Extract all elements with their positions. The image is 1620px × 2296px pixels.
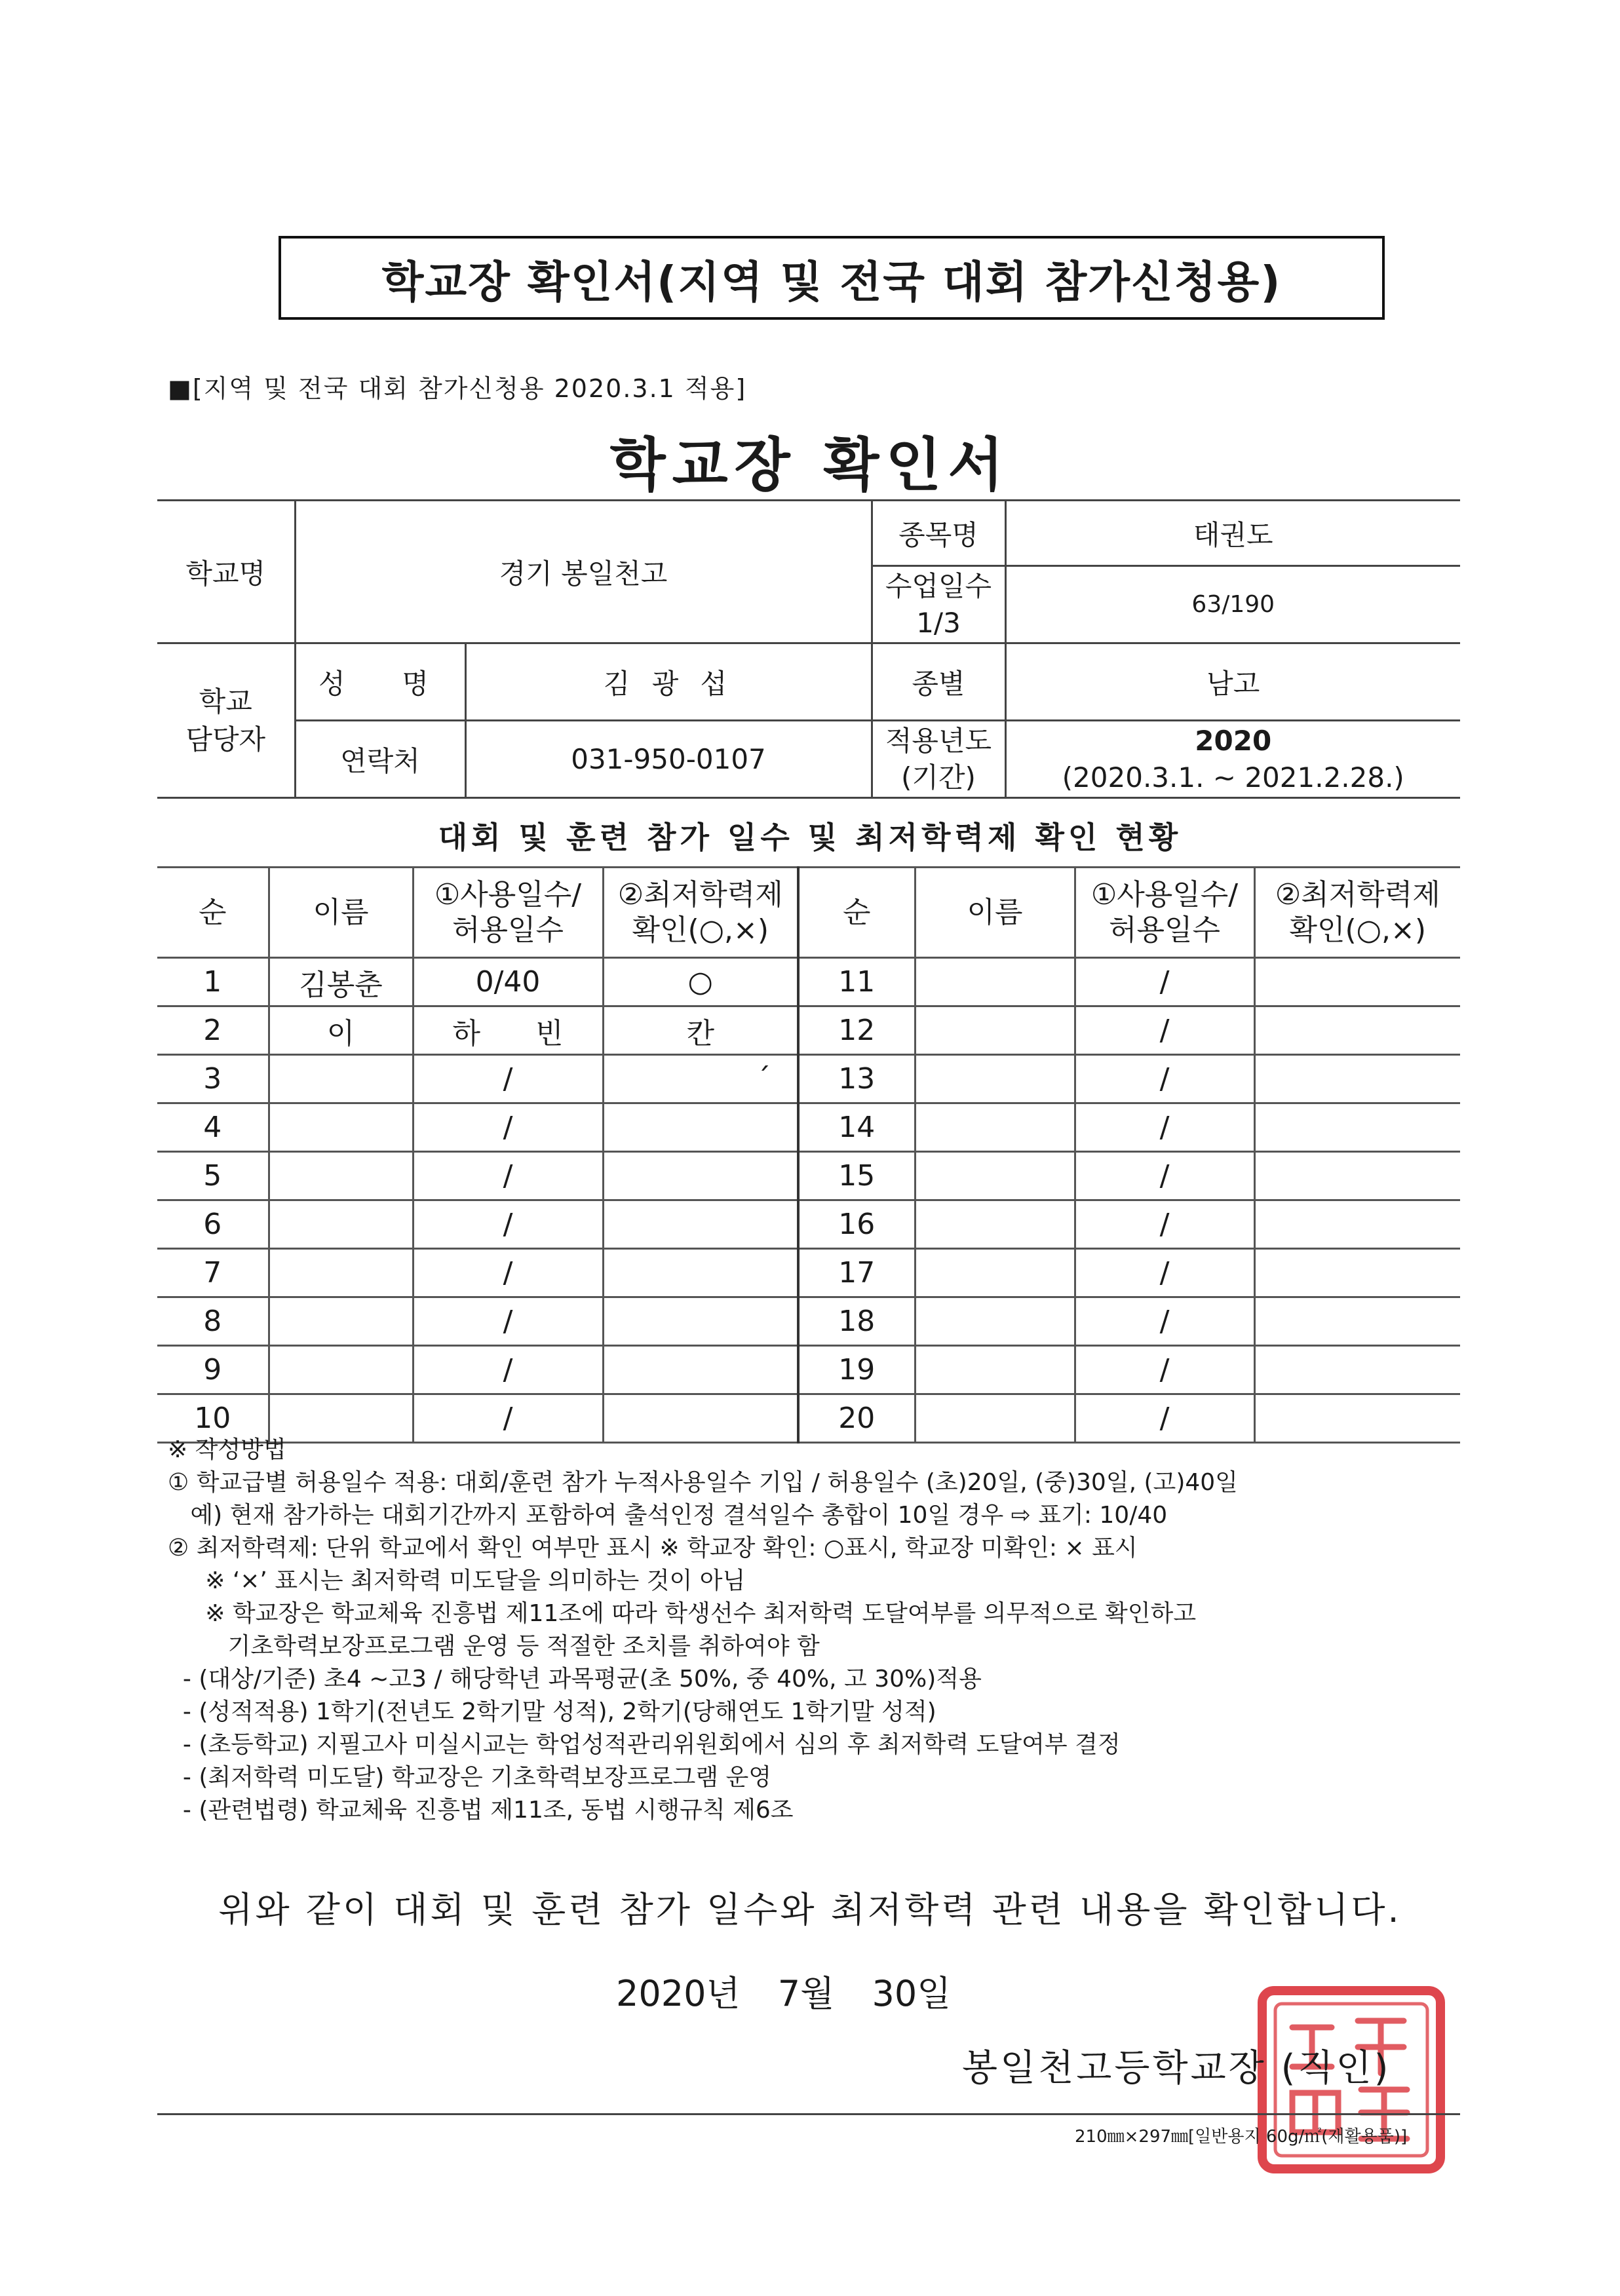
row-no: 12 [798,1006,915,1055]
row-check [1254,1006,1460,1055]
row-days: 하 빈 [413,1006,603,1055]
row-no: 9 [157,1346,269,1394]
participation-table [157,866,1460,1444]
row-name [269,1055,413,1103]
row-days: / [413,1297,603,1346]
row-no: 15 [798,1152,915,1200]
date-month: 7월 [777,1973,835,2014]
row-name [915,1152,1075,1200]
instruction-line: - (성적적용) 1학기(전년도 2학기말 성적), 2학기(당해연도 1학기말 성적) [168,1698,936,1725]
header-check [603,868,798,958]
header-days-line2: 허용일수 [1108,913,1220,947]
row-no: 11 [798,958,915,1006]
row-check [1254,1152,1460,1200]
row-no: 3 [157,1055,269,1103]
row-name: 이 [269,1006,413,1055]
row-name [269,1200,413,1249]
confirmation-statement: 위와 같이 대회 및 훈련 참가 일수와 최저학력 관련 내용을 확인합니다. [218,1889,1402,1930]
row-days: / [1075,1055,1254,1103]
row-days: / [413,1103,603,1152]
school-name-label: 학교명 [157,501,295,643]
row-name [915,1249,1075,1297]
manager-label [157,643,295,798]
instruction-line: - (관련법령) 학교체육 진흥법 제11조, 동법 시행규칙 제6조 [168,1797,794,1824]
table-row [157,1249,1460,1297]
row-name [269,1103,413,1152]
school-days-value: 63/190 [1005,566,1460,643]
table-row [157,1297,1460,1346]
year-label-line2: (기간) [901,761,976,794]
header-days-line1: ①사용일수/ [1090,877,1239,911]
row-days: / [1075,1006,1254,1055]
row-days: / [1075,1152,1254,1200]
manager-name-label: 성 명 [295,643,465,721]
row-check [603,1200,798,1249]
form-title: 학교장 확인서(지역 및 전국 대회 참가신청용) [381,256,1282,307]
year-label [872,721,1005,798]
row-no: 5 [157,1152,269,1200]
row-no: 7 [157,1249,269,1297]
paper-spec: 210㎜×297㎜[일반용지 60g/㎡(재활용품)] [1075,2127,1408,2147]
row-days: / [413,1394,603,1443]
row-no: 10 [157,1394,269,1443]
table-header-row [157,868,1460,958]
form-note: ■[지역 및 전국 대회 참가신청용 2020.3.1 적용] [168,374,747,403]
contact-label: 연락처 [295,721,465,798]
header-name: 이름 [915,868,1075,958]
row-days: / [1075,1394,1254,1443]
year-value [1005,721,1460,798]
header-days-line1: ①사용일수/ [434,877,582,911]
row-check [1254,1055,1460,1103]
row-no: 4 [157,1103,269,1152]
table-row [157,1200,1460,1249]
school-days-label-sub: 1/3 [916,606,961,639]
row-name [915,1006,1075,1055]
row-name [269,1249,413,1297]
row-name [269,1152,413,1200]
row-days: / [1075,1346,1254,1394]
header-check-line2: 확인(○,×) [1289,913,1427,947]
row-name [915,1055,1075,1103]
row-check [1254,958,1460,1006]
instruction-line: - (초등학교) 지필고사 미실시교는 학업성적관리위원회에서 심의 후 최저학력 도달여부 결정 [168,1731,1121,1758]
sport-label: 종목명 [872,501,1005,566]
table-row [157,1346,1460,1394]
header-name: 이름 [269,868,413,958]
instruction-line: 예) 현재 참가하는 대회기간까지 포함하여 출석인정 결석일수 총합이 10일 경우 ⇨ 표기: 10/40 [168,1502,1168,1529]
contact-value: 031-950-0107 [465,721,872,798]
year-period: (2020.3.1. ~ 2021.2.28.) [1062,761,1404,794]
document-title: 학교장 확인서 [609,431,1011,499]
instruction-line: ※ ‘×’ 표시는 최저학력 미도달을 의미하는 것이 아님 [168,1567,746,1594]
school-days-label-main: 수업일수 [885,569,992,602]
row-check [603,1249,798,1297]
row-no: 6 [157,1200,269,1249]
row-name [915,1346,1075,1394]
row-check [603,1152,798,1200]
row-days: / [1075,1103,1254,1152]
row-no: 8 [157,1297,269,1346]
table-row [157,1055,1460,1103]
principal-signature: 봉일천고등학교장 (직인) [962,2047,1391,2090]
footer-divider [157,2113,1460,2115]
row-check [1254,1249,1460,1297]
header-check-line2: 확인(○,×) [632,913,769,947]
row-no: 19 [798,1346,915,1394]
instruction-line: ① 학교급별 허용일수 적용: 대회/훈련 참가 누적사용일수 기입 / 허용일수 (초)20일, (중)30일, (고)40일 [168,1469,1238,1496]
row-days: / [413,1249,603,1297]
writing-instructions [168,1434,1238,1827]
team-type-value: 남고 [1005,643,1460,721]
row-check [1254,1394,1460,1443]
header-days-line2: 허용일수 [452,913,564,947]
date-year: 2020년 [616,1973,741,2014]
sport-value: 태권도 [1005,501,1460,566]
header-check [1254,868,1460,958]
row-days: / [1075,1297,1254,1346]
row-check: ˊ [603,1055,798,1103]
header-no: 순 [157,868,269,958]
row-name [269,1346,413,1394]
manager-label-line2: 담당자 [185,723,266,756]
table-row [157,1152,1460,1200]
row-name [269,1297,413,1346]
manager-name-value: 김 광 섭 [465,643,872,721]
row-name [915,1297,1075,1346]
row-check: ○ [603,958,798,1006]
row-days: / [1075,958,1254,1006]
row-days: / [1075,1249,1254,1297]
row-check [1254,1346,1460,1394]
row-days: 0/40 [413,958,603,1006]
form-title-box [279,236,1385,320]
header-no: 순 [798,868,915,958]
row-check: 칸 [603,1006,798,1055]
row-no: 20 [798,1394,915,1443]
table-row [157,958,1460,1006]
table-row [157,1006,1460,1055]
row-name: 김봉춘 [269,958,413,1006]
instruction-line: 기초학력보장프로그램 운영 등 적절한 조치를 취하여야 함 [168,1633,820,1660]
header-days [1075,868,1254,958]
row-check [1254,1103,1460,1152]
year-value-main: 2020 [1195,724,1272,757]
instruction-line: ② 최저학력제: 단위 학교에서 확인 여부만 표시 ※ 학교장 확인: ○표시, 학교장 미확인: × 표시 [168,1535,1138,1561]
row-no: 16 [798,1200,915,1249]
instruction-line: - (최저학력 미도달) 학교장은 기초학력보장프로그램 운영 [168,1764,772,1791]
header-check-line1: ②최저학력제 [617,877,783,911]
row-days: / [413,1200,603,1249]
row-no: 1 [157,958,269,1006]
row-name [915,958,1075,1006]
row-days: / [413,1152,603,1200]
row-no: 18 [798,1297,915,1346]
row-check [603,1297,798,1346]
row-days: / [413,1055,603,1103]
row-name [915,1103,1075,1152]
header-days [413,868,603,958]
instructions-title: ※ 작성방법 [168,1436,286,1463]
row-name [915,1200,1075,1249]
school-info-table [157,499,1460,799]
row-no: 14 [798,1103,915,1152]
row-check [1254,1297,1460,1346]
date-day: 30일 [872,1973,952,2014]
row-check [603,1103,798,1152]
row-no: 17 [798,1249,915,1297]
team-type-label: 종별 [872,643,1005,721]
header-check-line1: ②최저학력제 [1275,877,1440,911]
row-check [603,1346,798,1394]
instruction-line: - (대상/기준) 초4 ~고3 / 해당학년 과목평균(초 50%, 중 40%, 고 30%)적용 [168,1666,982,1693]
school-name-value: 경기 봉일천고 [295,501,872,643]
year-label-line1: 적용년도 [885,724,992,757]
row-no: 2 [157,1006,269,1055]
school-days-label [872,566,1005,643]
section-title: 대회 및 훈련 참가 일수 및 최저학력제 확인 현황 [438,820,1182,855]
row-no: 13 [798,1055,915,1103]
issue-date [616,1966,951,2016]
table-row [157,1103,1460,1152]
manager-label-line1: 학교 [199,685,252,718]
instruction-line: ※ 학교장은 학교체육 진흥법 제11조에 따라 학생선수 최저학력 도달여부를 의무적으로 확인하고 [168,1600,1197,1627]
row-days: / [413,1346,603,1394]
row-check [1254,1200,1460,1249]
row-days: / [1075,1200,1254,1249]
